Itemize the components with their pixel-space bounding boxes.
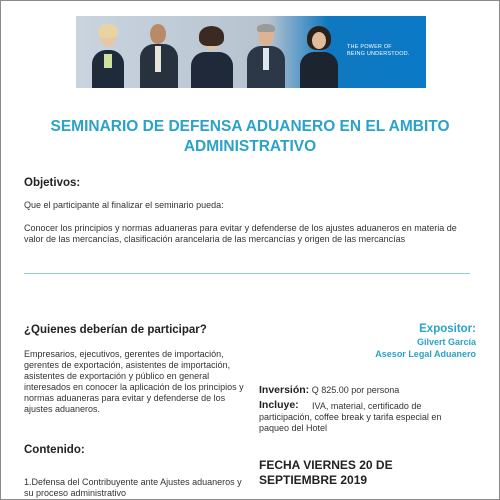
objetivos-text: Conocer los principios y normas aduaneras para evitar y defenderse de los ajustes aduaneros en materia de valor de las mercancías, clasificación arancelaria de las mercancías y origen de las mercancías	[24, 223, 457, 244]
person-photo-1	[88, 16, 128, 88]
incluye-label: Incluye:	[259, 399, 299, 411]
seminar-title: SEMINARIO DE DEFENSA ADUANERO EN EL AMBITO ADMINISTRATIVO	[50, 118, 450, 155]
event-date: FECHA VIERNES 20 DE SEPTIEMBRE 2019	[259, 458, 393, 487]
banner-tagline-line1: THE POWER OF	[347, 44, 392, 50]
expositor-name: Gilvert García	[416, 337, 476, 347]
inversion-row	[259, 385, 459, 396]
person-photo-2	[136, 16, 180, 88]
banner-tagline	[347, 44, 421, 58]
inversion-label: Inversión:	[259, 384, 310, 396]
objetivos-intro: Que el participante al finalizar el seminario pueda:	[24, 200, 224, 210]
contenido-heading: Contenido:	[24, 444, 85, 456]
participantes-text: Empresarios, ejecutivos, gerentes de importación, gerentes de exportación, asistentes de importación, asistentes de exportación y público en general interesados en conocer la aplicación de los principios y normas aduaneras para evitar y defenderse de los ajustes aduaneros.	[24, 349, 244, 414]
contenido-item-1: 1.Defensa del Contribuyente ante Ajustes aduaneros y su proceso administrativo	[24, 477, 242, 498]
person-photo-4	[244, 16, 288, 88]
expositor-heading: Expositor:	[419, 323, 476, 335]
person-photo-5	[296, 16, 342, 88]
header-banner	[76, 16, 426, 88]
incluye-value: IVA, material, certificado de participación, coffee break y tarifa especial en paqueo del Hotel	[259, 401, 442, 433]
expositor-role: Asesor Legal Aduanero	[375, 349, 476, 359]
objetivos-heading: Objetivos:	[24, 177, 81, 189]
section-divider	[24, 273, 470, 274]
participantes-heading: ¿Quienes deberían de participar?	[24, 324, 207, 336]
inversion-value: Q 825.00 por persona	[311, 385, 400, 395]
banner-tagline-line2: BEING UNDERSTOOD.	[347, 51, 410, 57]
person-photo-3	[188, 16, 236, 88]
